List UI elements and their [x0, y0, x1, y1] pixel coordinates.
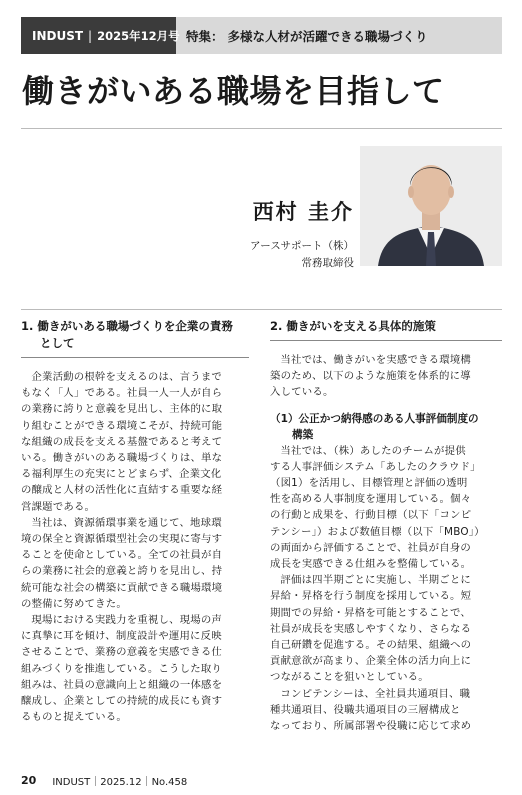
author-company: アースサポート（株）	[250, 240, 354, 252]
page-footer	[21, 773, 187, 788]
section1-heading-line2: として	[40, 336, 75, 350]
subsection1-heading	[270, 411, 502, 443]
section2-intro: 当社では、働きがいを実感できる環境構 築のため、以下のような施策を体系的に導 入している。	[270, 354, 472, 399]
issue-date: 2025年12月号	[97, 28, 180, 43]
feature-title: 多様な人材が活躍できる職場づくり	[227, 28, 428, 44]
section2-paragraph-1: 当社では、（株）あしたのチームが提供 する人事評価システム「あしたのクラウド」 （図1）を活用し、目標管理と評価の透明 性を高める人事制度を運用している。個々 の行動と成果を、行動目標（以下「コンピ テンシー」）および数値目標（以下「MBO」） の両面から評価することで、社員が自身の 成長を実感できる仕組みを整備している。	[270, 444, 485, 571]
author-photo	[360, 146, 502, 266]
header-separator: |	[88, 28, 93, 43]
subsection1-heading-line2: 構築	[292, 428, 314, 441]
magazine-name: INDUST	[32, 28, 84, 43]
subsection1-heading-line1: （1）公正かつ納得感のある人事評価制度の	[270, 412, 479, 425]
section1-paragraph-2: 当社は、資源循環事業を通じて、地球環 境の保全と資源循環型社会の実現に寄与す ることを使命としている。全ての社員が自 らの業務に社会的意義と誇りを見出し、持 続可能な社会の構築に貢献できる職場環境 の整備に努めてきた。	[21, 516, 223, 610]
author-role: 常務取締役	[301, 257, 354, 269]
magazine-badge	[21, 17, 180, 54]
author-portrait-image	[360, 146, 502, 266]
title-divider	[21, 128, 502, 129]
feature-banner	[186, 17, 428, 54]
article-title: 働きがいある職場を目指して	[22, 72, 445, 110]
header-bar	[21, 17, 502, 54]
section1-paragraph-3: 現場における実践力を重視し、現場の声 に真摯に耳を傾け、制度設計や運用に反映 させることで、業務の意義を実感できる仕 組みづくりを推進している。こうした取り 組みは、社員の意識向上と組織の一体感を 醸成し、企業としての持続的成長にも資す るものと捉えている。	[21, 614, 223, 724]
author-name: 西村 圭介	[252, 199, 354, 224]
section1-heading-line1: 1. 働きがいある職場づくりを企業の責務	[21, 319, 233, 333]
section-divider	[21, 309, 502, 310]
left-column	[21, 318, 249, 725]
feature-label: 特集：	[186, 28, 224, 44]
section2-paragraph-2: 評価は四半期ごとに実施し、半期ごとに 昇給・昇格を行う制度を採用している。短 期間での昇給・昇格を可能とすることで、 社員が成長を実感しやすくなり、さらなる 自己研鑽を促進する。その結果、組織への 貢献意欲が高まり、企業全体の活力向上に つながることを狙いとしている。	[270, 574, 472, 684]
author-block	[250, 196, 354, 270]
section1-heading	[21, 318, 249, 358]
section1-paragraph-1: 企業活動の根幹を支えるのは、言うまで もなく「人」である。社員一人一人が自ら の業務に誇りと意義を見出し、主体的に取 り組むことができる環境こそが、持続可能 な組織の成長を支える基盤であると考えて いる。働きがいのある職場づくりは、単な る福利厚生の充実にとどまらず、企業文化 の醸成と人材の活性化に直結する重要な経 営課題である。	[21, 371, 223, 513]
page-number: 20	[21, 774, 37, 787]
section2-paragraph-3: コンピテンシーは、全社員共通項目、職 種共通項目、役職共通項目の三層構成と なっており、所属部署や役職に応じて求め	[270, 687, 472, 733]
section2-heading: 2. 働きがいを支える具体的施策	[270, 318, 502, 341]
footer-publication: INDUST｜2025.12｜No.458	[52, 777, 188, 788]
right-column	[270, 318, 502, 734]
